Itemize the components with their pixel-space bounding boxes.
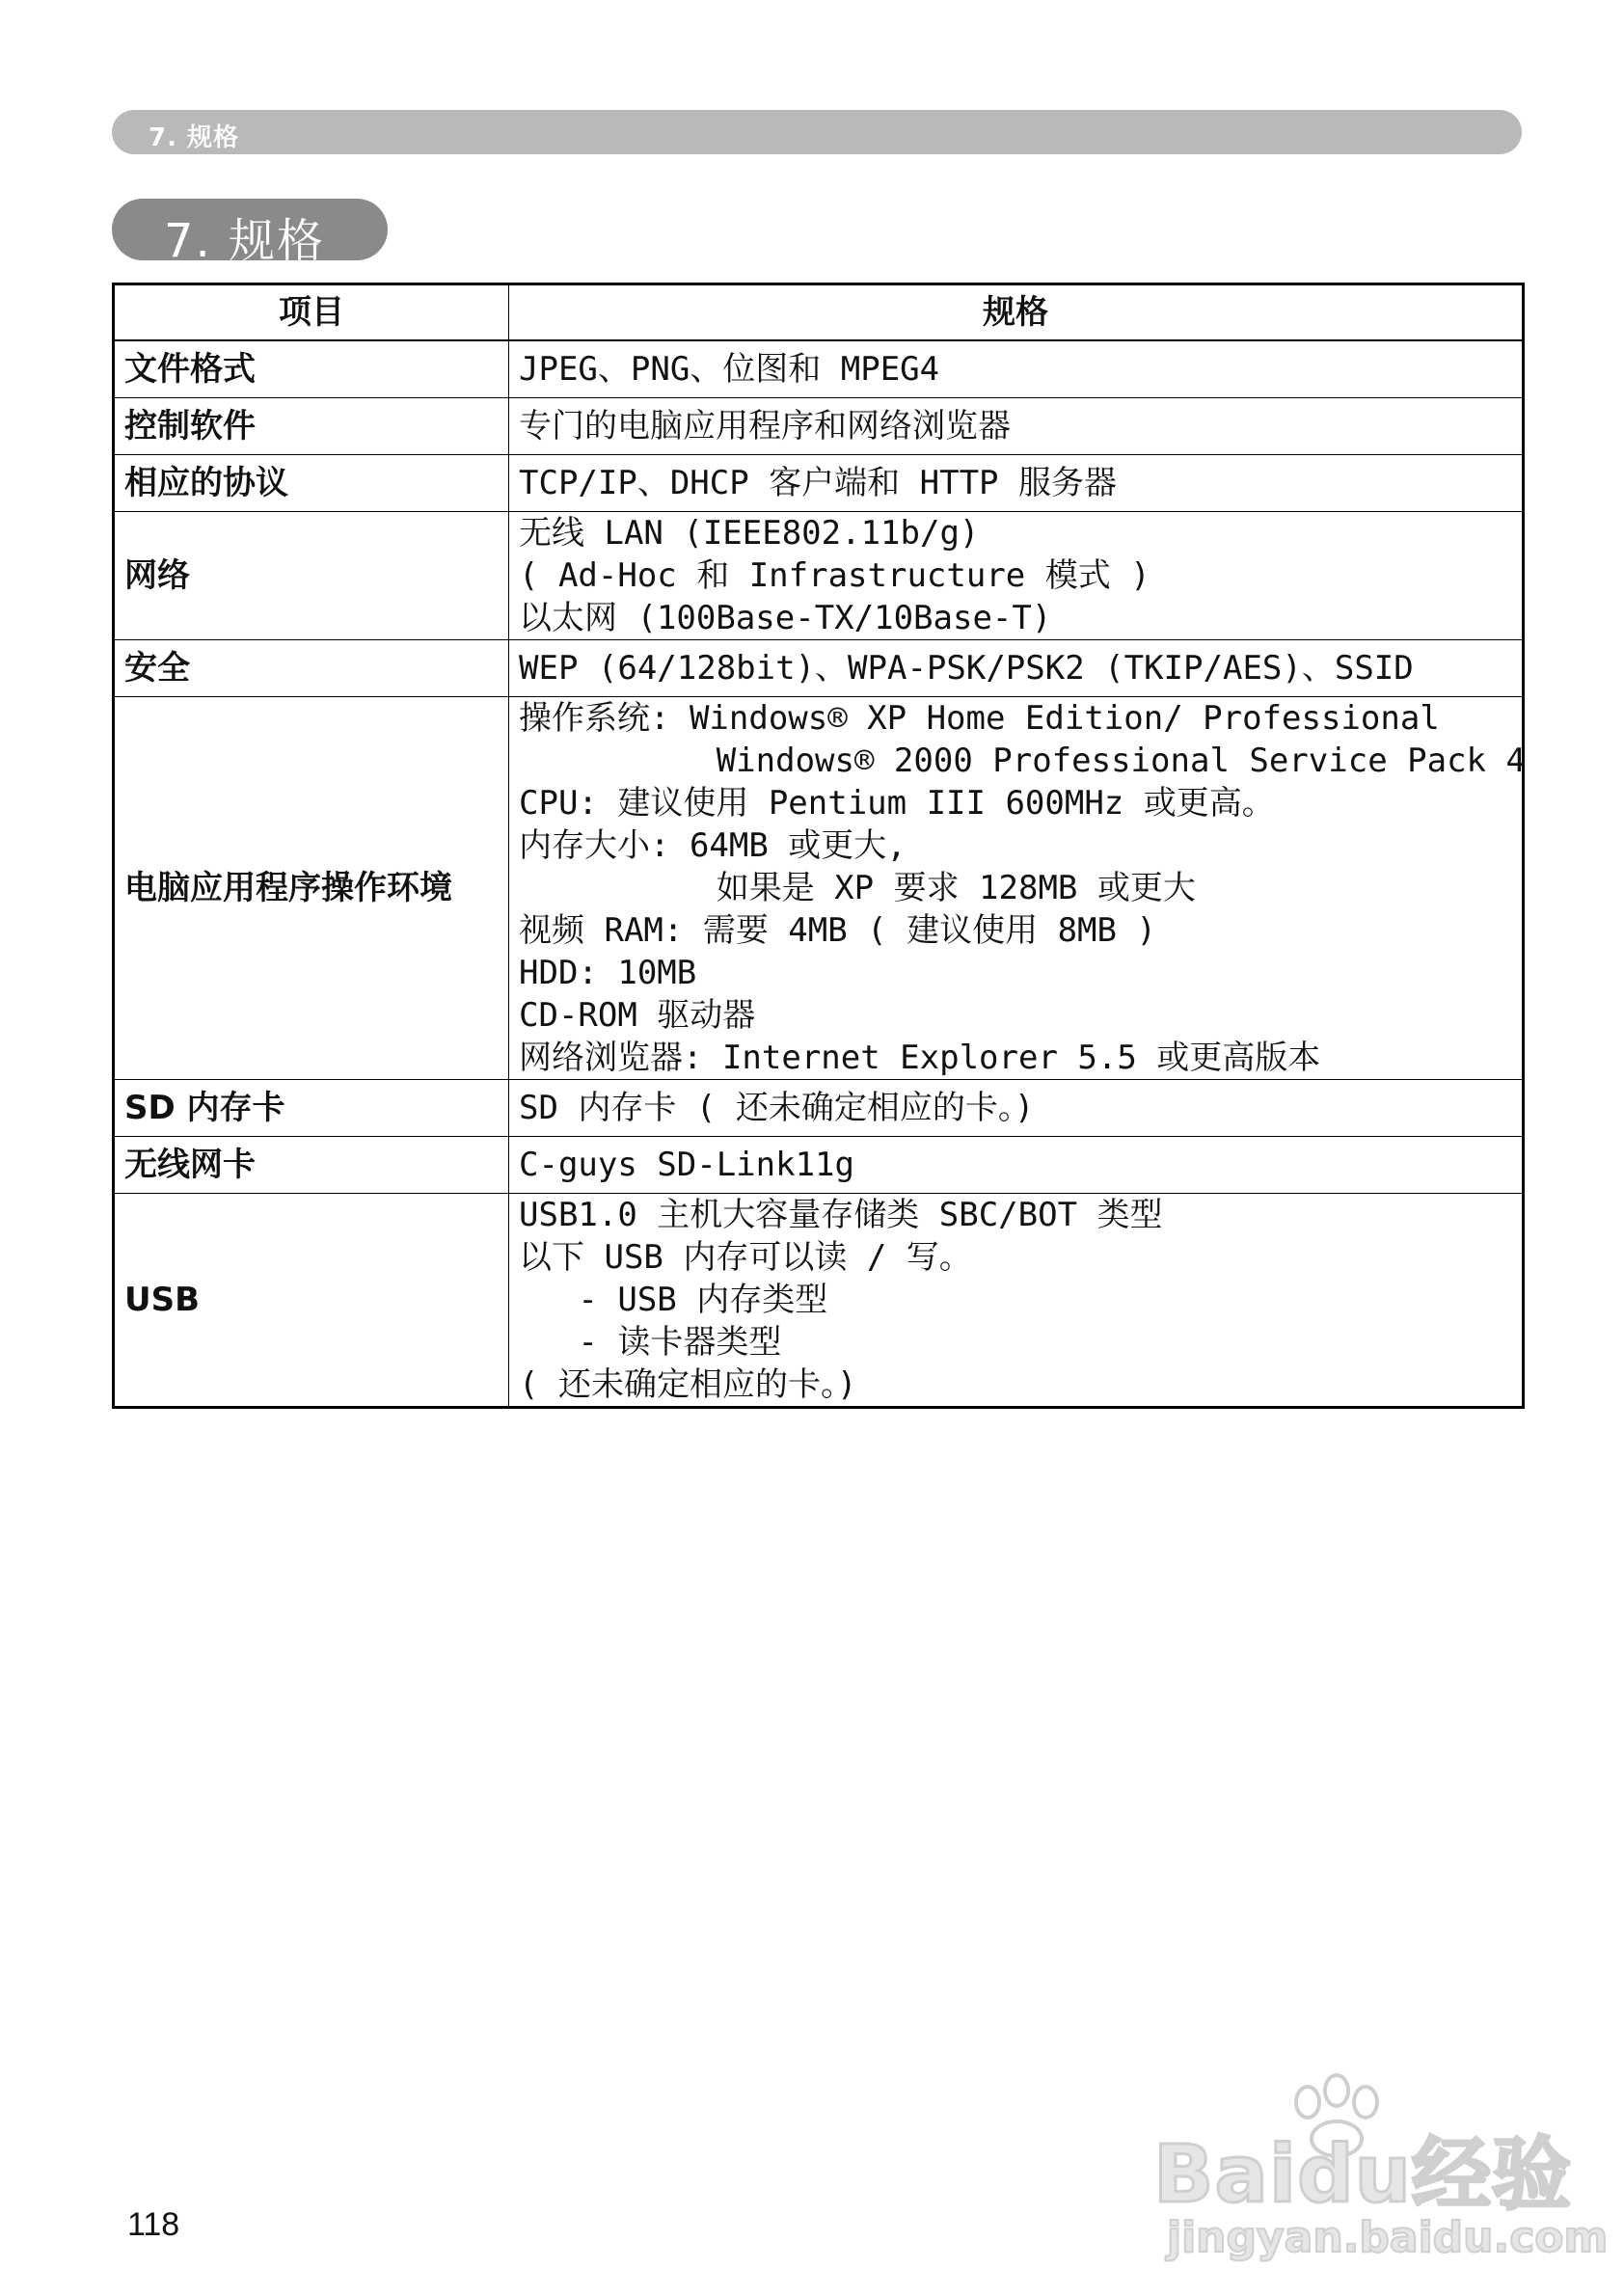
spec-value-line: 网络浏览器: Internet Explorer 5.5 或更高版本	[519, 1039, 1321, 1077]
spec-value-line: HDD: 10MB	[519, 954, 697, 992]
spec-value-cell	[509, 512, 1524, 640]
spec-value-cell	[509, 340, 1524, 398]
spec-item-label: USB	[114, 1194, 509, 1408]
column-header-item: 项目	[114, 284, 509, 341]
spec-value-cell	[509, 1137, 1524, 1194]
table-row	[114, 1137, 1524, 1194]
specifications-body	[114, 340, 1524, 1408]
spec-value-line: - USB 内存类型	[519, 1281, 828, 1319]
page-number: 118	[127, 2206, 180, 2243]
spec-value-line: 无线 LAN (IEEE802.11b/g)	[519, 514, 980, 553]
spec-value-line: - 读卡器类型	[519, 1323, 782, 1362]
spec-item-label: SD 内存卡	[114, 1080, 509, 1137]
specifications-table	[112, 283, 1525, 1409]
table-row	[114, 1080, 1524, 1137]
spec-item-label: 相应的协议	[114, 455, 509, 512]
watermark-url: jingyan.baidu.com	[1167, 2213, 1609, 2262]
section-title: 7. 规格	[164, 214, 326, 268]
spec-value-cell	[509, 398, 1524, 455]
spec-value-line: JPEG、PNG、位图和 MPEG4	[519, 350, 940, 389]
spec-item-label: 无线网卡	[114, 1137, 509, 1194]
table-row	[114, 512, 1524, 640]
baidu-watermark	[1153, 2073, 1609, 2266]
spec-value-line: CPU: 建议使用 Pentium III 600MHz 或更高。	[519, 784, 1275, 823]
section-title-pill	[112, 199, 388, 268]
table-header-row	[114, 284, 1524, 341]
spec-value-cell	[509, 1080, 1524, 1137]
spec-value-line: ( Ad-Hoc 和 Infrastructure 模式 )	[519, 556, 1150, 595]
spec-value-cell	[509, 640, 1524, 697]
table-row	[114, 340, 1524, 398]
spec-item-label: 电脑应用程序操作环境	[114, 697, 509, 1080]
table-row	[114, 697, 1524, 1080]
running-header-bar	[112, 110, 1522, 154]
spec-item-label: 安全	[114, 640, 509, 697]
spec-item-label: 文件格式	[114, 340, 509, 398]
spec-value-line: 以太网 (100Base-TX/10Base-T)	[519, 599, 1052, 637]
column-header-spec: 规格	[509, 284, 1524, 341]
spec-value-cell	[509, 455, 1524, 512]
spec-item-label: 控制软件	[114, 398, 509, 455]
spec-value-line: Windows® 2000 Professional Service Pack 4	[519, 742, 1526, 780]
table-row	[114, 640, 1524, 697]
spec-value-line: ( 还未确定相应的卡。)	[519, 1365, 857, 1404]
running-header-title: 7. 规格	[149, 123, 240, 152]
spec-value-line: 内存大小: 64MB 或更大,	[519, 826, 907, 865]
spec-value-line: 视频 RAM: 需要 4MB ( 建议使用 8MB )	[519, 911, 1156, 950]
spec-value-line: C-guys SD-Link11g	[519, 1146, 854, 1184]
spec-value-cell	[509, 697, 1524, 1080]
spec-value-line: CD-ROM 驱动器	[519, 996, 756, 1035]
spec-value-line: 专门的电脑应用程序和网络浏览器	[519, 407, 1011, 446]
table-row	[114, 1194, 1524, 1408]
spec-value-line: WEP (64/128bit)、WPA-PSK/PSK2 (TKIP/AES)、SSID	[519, 649, 1414, 688]
spec-value-line: SD 内存卡 ( 还未确定相应的卡。)	[519, 1089, 1035, 1127]
spec-item-label: 网络	[114, 512, 509, 640]
table-row	[114, 455, 1524, 512]
watermark-brand: Baidu经验	[1153, 2129, 1573, 2221]
spec-value-line: 以下 USB 内存可以读 / 写。	[519, 1238, 972, 1277]
table-row	[114, 398, 1524, 455]
spec-value-cell	[509, 1194, 1524, 1408]
spec-value-line: 操作系统: Windows® XP Home Edition/ Professional	[519, 699, 1440, 738]
spec-value-line: USB1.0 主机大容量存储类 SBC/BOT 类型	[519, 1196, 1163, 1234]
spec-value-line: 如果是 XP 要求 128MB 或更大	[519, 869, 1196, 907]
spec-value-line: TCP/IP、DHCP 客户端和 HTTP 服务器	[519, 464, 1117, 502]
